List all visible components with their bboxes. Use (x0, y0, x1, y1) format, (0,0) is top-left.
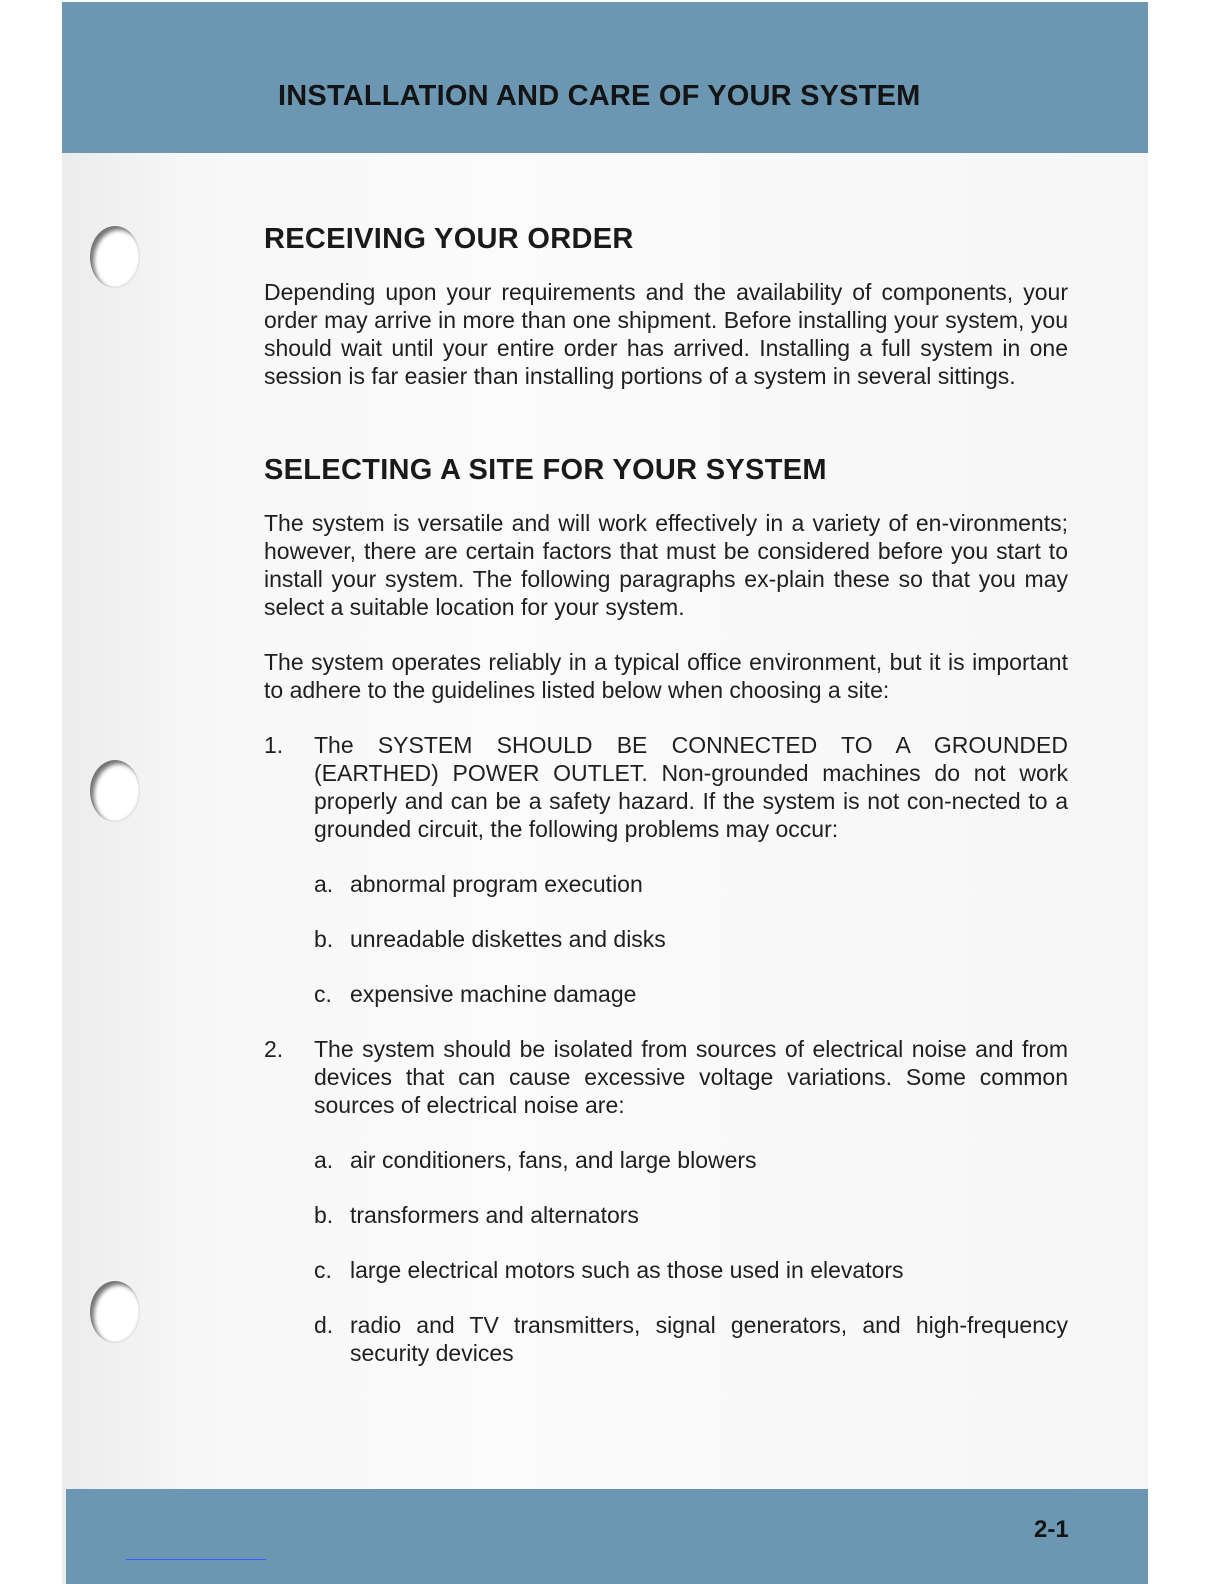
sub-list-item-text: abnormal program execution (350, 871, 643, 897)
paragraph-receiving: Depending upon your requirements and the availability of components, your order may arrive in more than one shipment. Before installing your system, you should wait until your entire order has arrived. Installing a full system in one session is far easier than installing portions of a system in several sittings. (264, 279, 1068, 389)
sub-list-item-text: transformers and alternators (350, 1202, 639, 1228)
section-heading-selecting: SELECTING A SITE FOR YOUR SYSTEM (264, 454, 827, 486)
list-item-electrical-noise (264, 1035, 1068, 1367)
sub-list-item-letter: b. (314, 1202, 334, 1228)
paragraph-selecting-intro: The system is versatile and will work effectively in a variety of en-vironments; however, there are certain factors that must be considered before you start to install your system. The following paragraphs ex-plain these so that you may select a suitable location for your system. (264, 510, 1068, 620)
sub-list-item-text: unreadable diskettes and disks (350, 926, 666, 952)
sub-list-item-letter: c. (314, 981, 332, 1007)
sub-list-item-letter: d. (314, 1312, 334, 1338)
list-item-grounding (264, 731, 1068, 1008)
sub-list-item-text: air conditioners, fans, and large blowers (350, 1147, 757, 1173)
sub-list-item-letter: a. (314, 871, 334, 897)
list-item-text: The system should be isolated from sources of electrical noise and from devices that can cause excessive voltage variations. Some common sources of electrical noise are: (314, 1036, 1068, 1118)
sub-list-item (314, 1311, 1068, 1367)
list-item-text: The SYSTEM SHOULD BE CONNECTED TO A GROUNDED (EARTHED) POWER OUTLET. Non-grounded machines do not work properly and can be a safety hazard. If the system is not con-nected to a grounded circuit, the following problems may occur: (314, 732, 1068, 842)
sub-list-item-text: radio and TV transmitters, signal generators, and high-frequency security devices (350, 1312, 1068, 1366)
page-title: INSTALLATION AND CARE OF YOUR SYSTEM (278, 80, 921, 112)
footer-band (66, 1489, 1148, 1584)
punch-hole-bottom (90, 1281, 140, 1343)
punch-hole-top (90, 226, 140, 288)
sub-list-item (314, 1146, 1068, 1174)
page-content (264, 222, 1068, 1367)
sub-list-item (314, 1256, 1068, 1284)
sub-list-item-letter: a. (314, 1147, 334, 1173)
section-heading-receiving: RECEIVING YOUR ORDER (264, 223, 634, 255)
sub-list-item (314, 980, 1068, 1008)
footer-divider (126, 1559, 266, 1560)
sub-list-item-text: large electrical motors such as those used in elevators (350, 1257, 904, 1283)
paragraph-selecting-guidelines: The system operates reliably in a typical office environment, but it is important to adhere to the guidelines listed below when choosing a site: (264, 649, 1068, 703)
list-item-number: 1. (264, 732, 284, 758)
sub-list-item (314, 1201, 1068, 1229)
list-item-number: 2. (264, 1036, 284, 1062)
sub-list-item (314, 870, 1068, 898)
sub-list-item-letter: c. (314, 1257, 332, 1283)
header-band (62, 2, 1148, 153)
sub-list-item-letter: b. (314, 926, 334, 952)
punch-hole-middle (90, 760, 140, 822)
sub-list-item (314, 925, 1068, 953)
sub-list-item-text: expensive machine damage (350, 981, 637, 1007)
page-number: 2-1 (1034, 1516, 1069, 1543)
